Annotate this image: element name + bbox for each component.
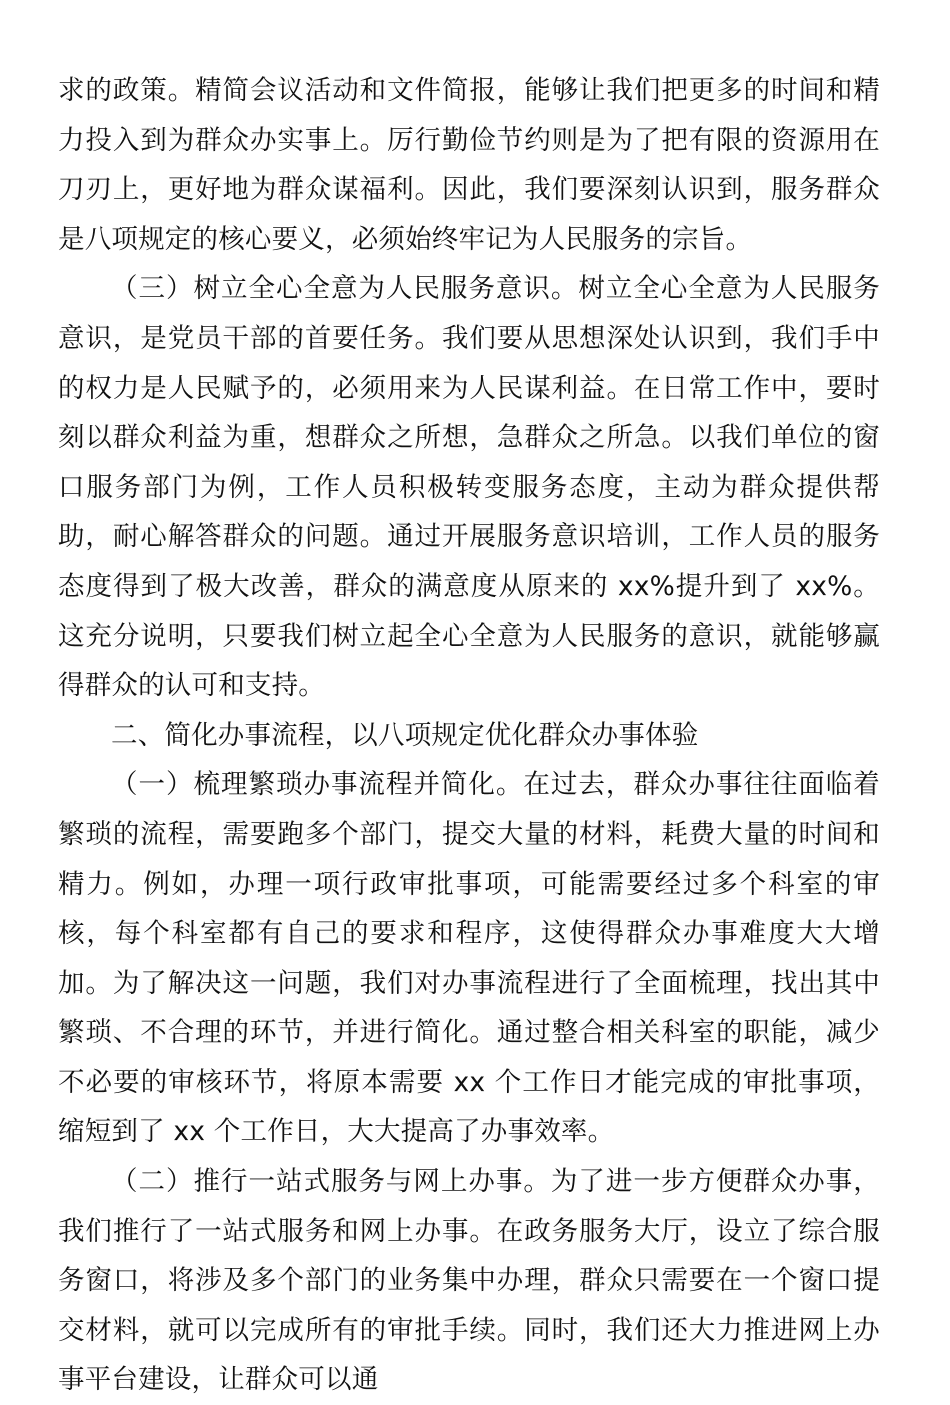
body-paragraph-subsection-2: （二）推行一站式服务与网上办事。为了进一步方便群众办事，我们推行了一站式服务和网上办事。在政务服务大厅，设立了综合服务窗口，将涉及多个部门的业务集中办理，群众只需要在一个窗口提交材料，就可以完成所有的审批手续。同时，我们还大力推进网上办事平台建设，让群众可以通: [58, 1166, 880, 1396]
body-paragraph-section-3: （三）树立全心全意为人民服务意识。树立全心全意为人民服务意识，是党员干部的首要任务。我们要从思想深处认识到，我们手中的权力是人民赋予的，必须用来为人民谋利益。在日常工作中，要时刻以群众利益为重，想群众之所想，急群众之所急。以我们单位的窗口服务部门为例，工作人员积极转变服务态度，主动为群众提供帮助，耐心解答群众的问题。通过开展服务意识培训，工作人员的服务态度得到了极大改善，群众的满意度从原来的 xx%提升到了 xx%。这充分说明，只要我们树立起全心全意为人民服务的意识，就能够赢得群众的认可和支持。: [58, 273, 880, 702]
body-paragraph-subsection-1: （一）梳理繁琐办事流程并简化。在过去，群众办事往往面临着繁琐的流程，需要跑多个部门，提交大量的材料，耗费大量的时间和精力。例如，办理一项行政审批事项，可能需要经过多个科室的审核，每个科室都有自己的要求和程序，这使得群众办事难度大大增加。为了解决这一问题，我们对办事流程进行了全面梳理，找出其中繁琐、不合理的环节，并进行简化。通过整合相关科室的职能，减少不必要的审核环节，将原本需要 xx 个工作日才能完成的审批事项，缩短到了 xx 个工作日，大大提高了办事效率。: [58, 769, 880, 1148]
body-paragraph-continued: 求的政策。精简会议活动和文件简报，能够让我们把更多的时间和精力投入到为群众办实事上。厉行勤俭节约则是为了把有限的资源用在刀刃上，更好地为群众谋福利。因此，我们要深刻认识到，服务群众是八项规定的核心要义，必须始终牢记为人民服务的宗旨。: [58, 75, 880, 255]
section-heading-2: 二、简化办事流程，以八项规定优化群众办事体验: [111, 719, 699, 751]
document-page: [58, 66, 880, 1405]
